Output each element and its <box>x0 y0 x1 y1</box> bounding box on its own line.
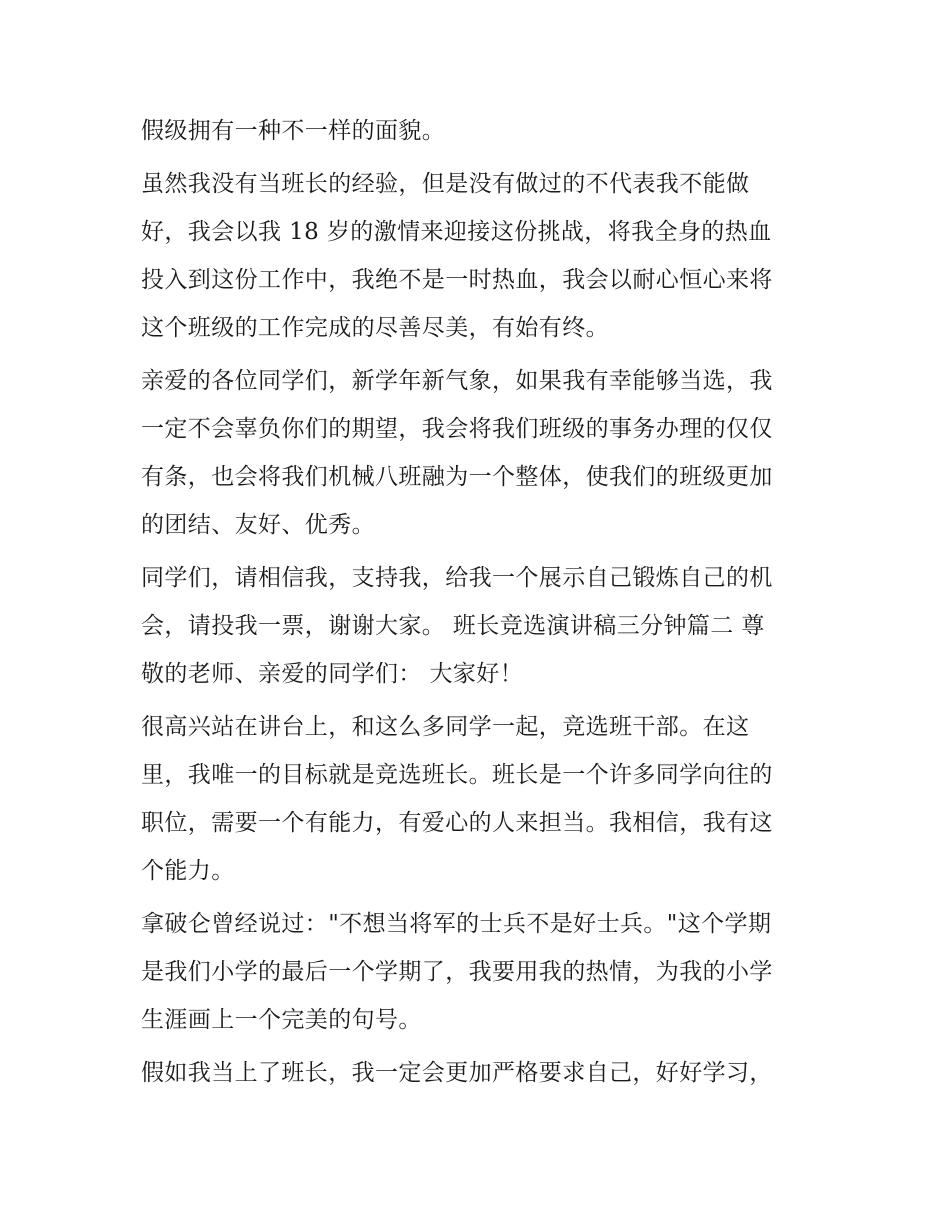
text-line: 很高兴站在讲台上，和这么多同学一起，竞选班干部。在这 <box>141 714 750 740</box>
text-line: 有条，也会将我们机械八班融为一个整体，使我们的班级更加 <box>141 464 773 490</box>
text-line: 个能力。 <box>141 858 235 884</box>
text-line: 会，请投我一票，谢谢大家。 班长竞选演讲稿三分钟篇二 尊 <box>141 613 765 639</box>
text-line: 假如我当上了班长，我一定会更加严格要求自己，好好学习， <box>141 1060 773 1086</box>
text-line: 这个班级的工作完成的尽善尽美，有始有终。 <box>141 315 609 341</box>
text-line: 同学们，请相信我，支持我，给我一个展示自己锻炼自己的机 <box>141 565 773 591</box>
text-line: 亲爱的各位同学们，新学年新气象，如果我有幸能够当选，我 <box>141 368 773 394</box>
text-line: 假级拥有一种不一样的面貌。 <box>141 118 446 144</box>
text-line: 好，我会以我 18 岁的激情来迎接这份挑战，将我全身的热血 <box>141 219 772 245</box>
body-text <box>141 107 821 1097</box>
text-line: 虽然我没有当班长的经验，但是没有做过的不代表我不能做 <box>141 171 750 197</box>
text-line: 职位，需要一个有能力，有爱心的人来担当。我相信，我有这 <box>141 810 773 836</box>
text-line: 投入到这份工作中，我绝不是一时热血，我会以耐心恒心来将 <box>141 267 773 293</box>
text-line: 敬的老师、亲爱的同学们： 大家好！ <box>141 661 524 687</box>
text-line: 里，我唯一的目标就是竞选班长。班长是一个许多同学向往的 <box>141 762 773 788</box>
text-line: 生涯画上一个完美的句号。 <box>141 1007 422 1033</box>
text-line: 一定不会辜负你们的期望，我会将我们班级的事务办理的仅仅 <box>141 416 773 442</box>
text-line: 的团结、友好、优秀。 <box>141 512 375 538</box>
text-line: 拿破仑曾经说过："不想当将军的士兵不是好士兵。"这个学期 <box>141 911 772 937</box>
text-line: 是我们小学的最后一个学期了，我要用我的热情，为我的小学 <box>141 959 773 985</box>
